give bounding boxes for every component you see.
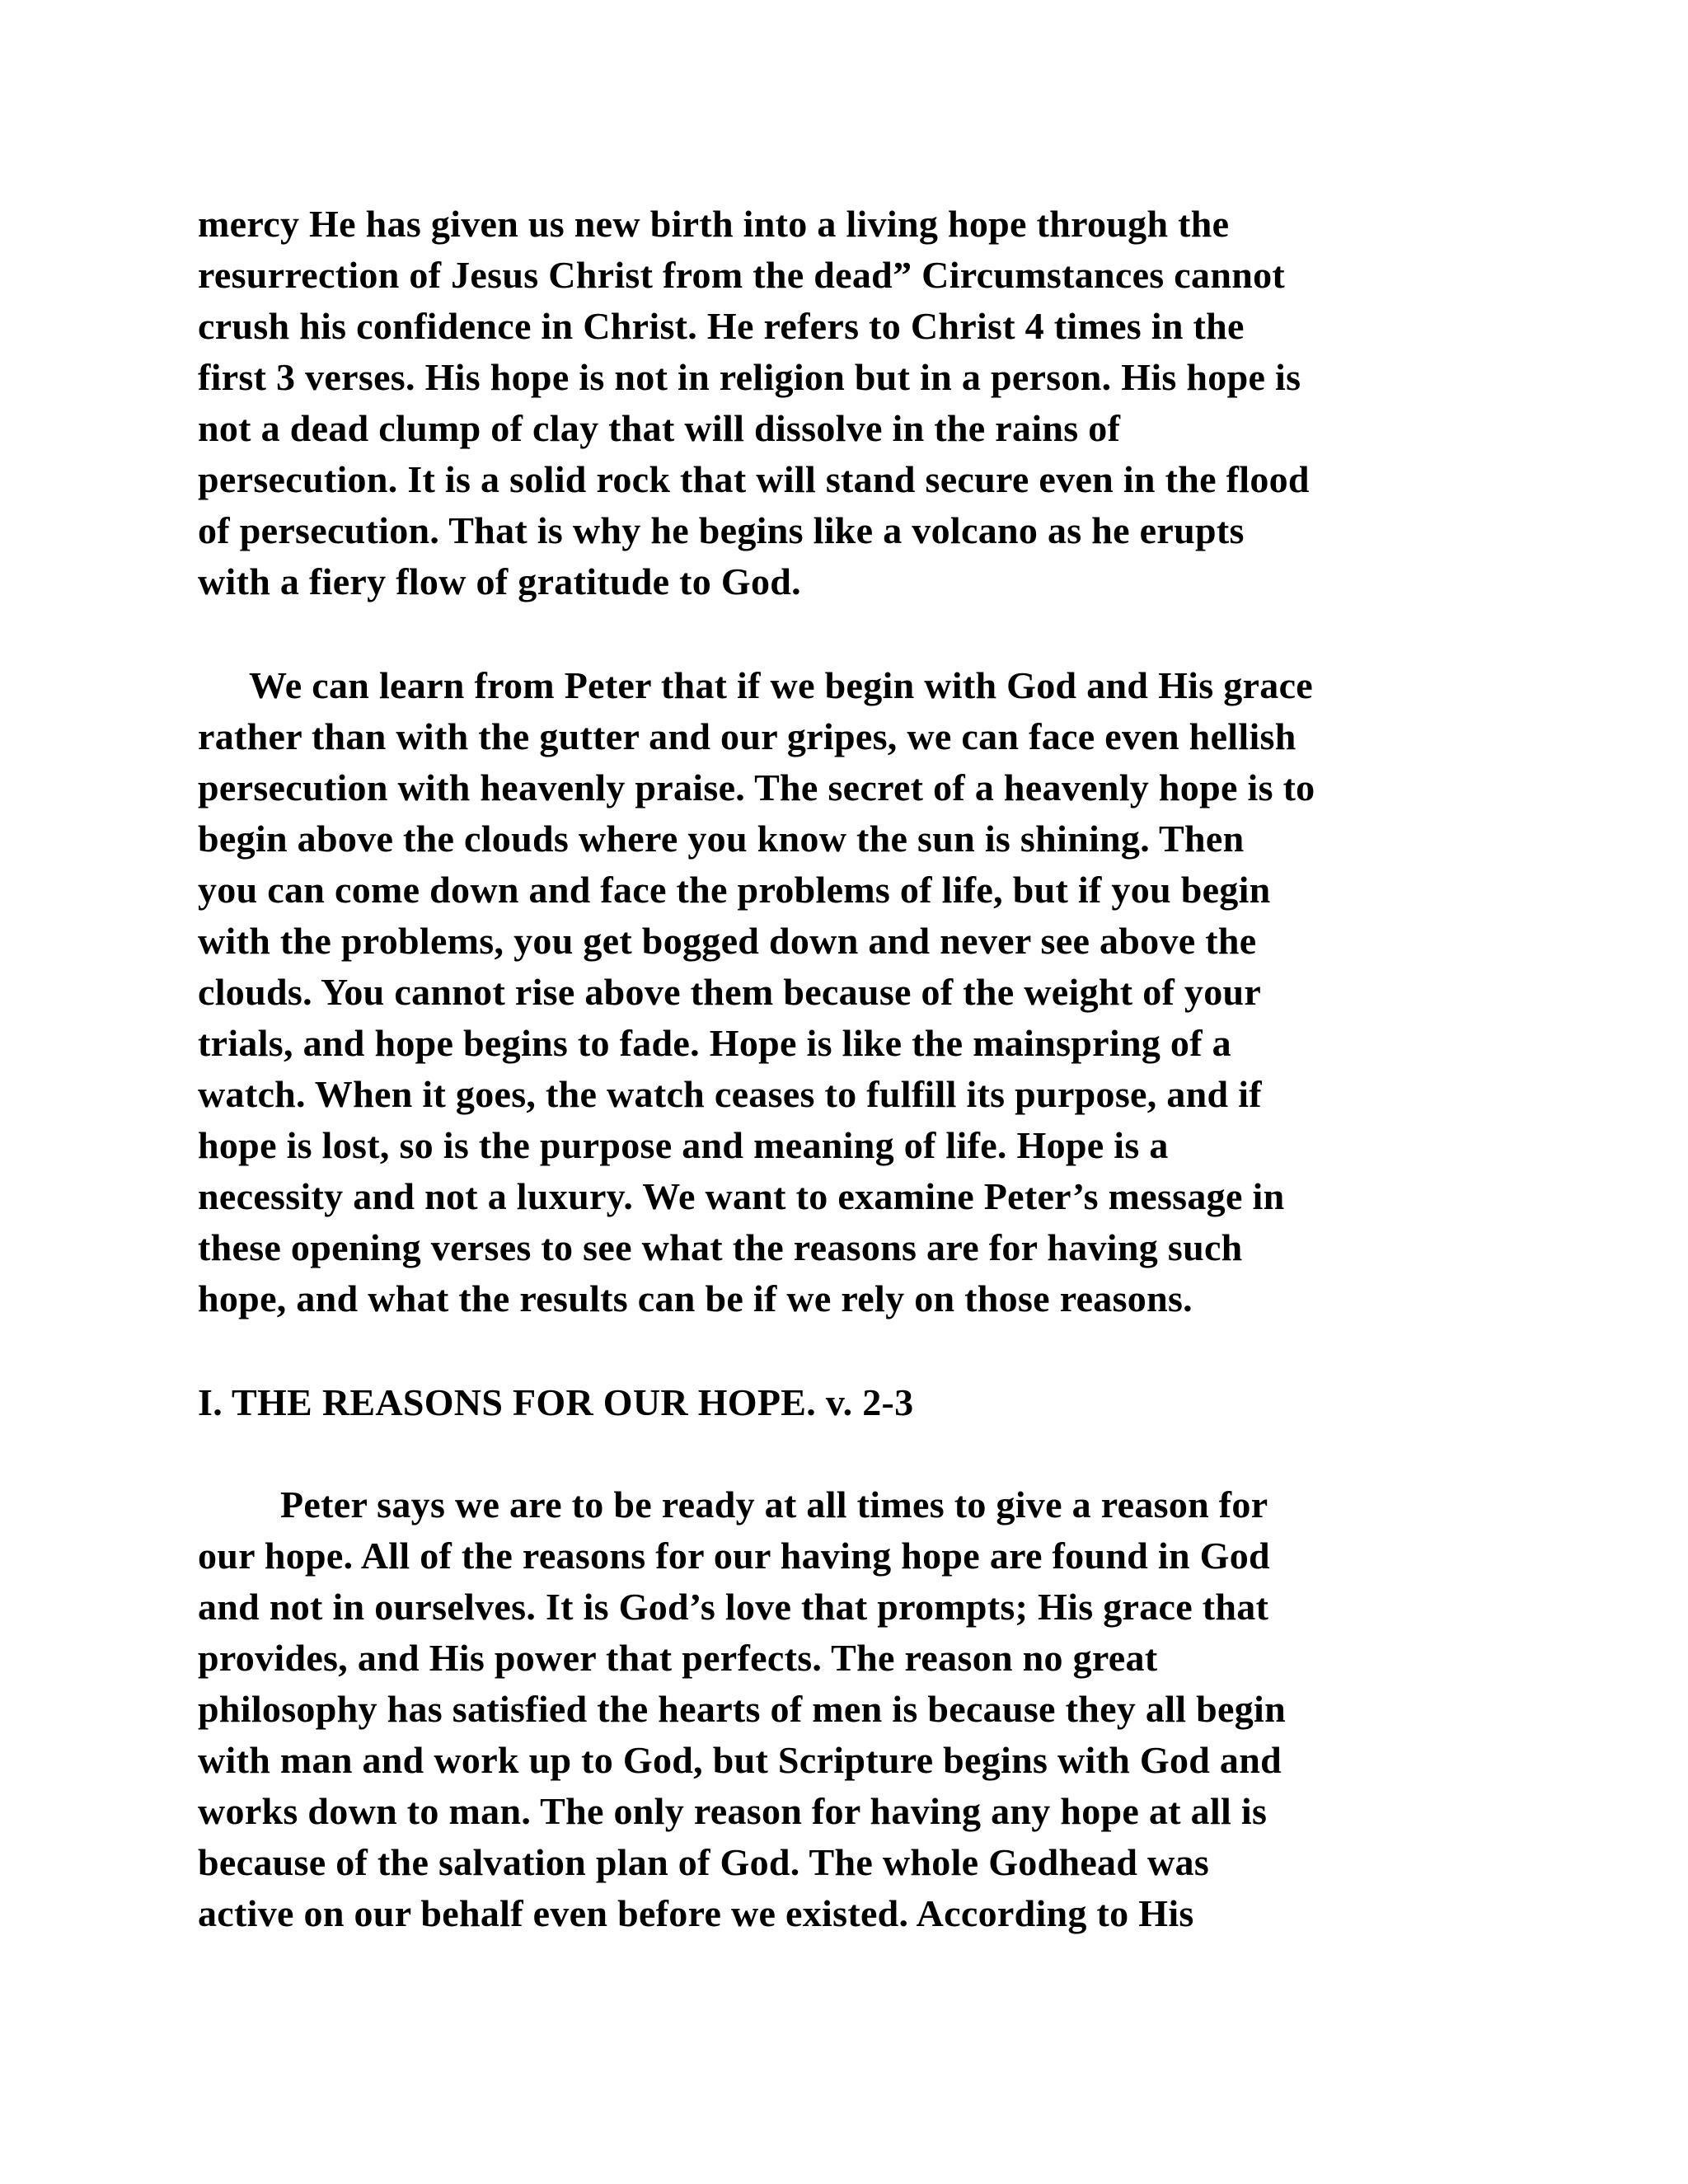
text-line: resurrection of Jesus Christ from the dead” Circumstances cannot [198,254,1286,296]
text-line: mercy He has given us new birth into a living hope through the [198,203,1230,245]
text-line: trials, and hope begins to fade. Hope is like the mainspring of a [198,1022,1231,1064]
text-line: hope is lost, so is the purpose and meaning of life. Hope is a [198,1124,1169,1166]
paragraph [198,660,1517,1324]
text-line: Peter says we are to be ready at all times to give a reason for [280,1483,1268,1526]
text-line: these opening verses to see what the reasons are for having such [198,1226,1243,1268]
section-heading [198,1377,1517,1428]
text-line: of persecution. That is why he begins like a volcano as he erupts [198,509,1245,551]
text-line: works down to man. The only reason for having any hope at all is [198,1790,1268,1832]
text-line: with the problems, you get bogged down and never see above the [198,920,1257,962]
text-line: active on our behalf even before we existed. According to His [198,1892,1194,1934]
text-line: begin above the clouds where you know the sun is shining. Then [198,818,1245,860]
text-line: clouds. You cannot rise above them because of the weight of your [198,971,1262,1013]
text-line: hope, and what the results can be if we rely on those reasons. [198,1277,1193,1319]
text-line: our hope. All of the reasons for our having hope are found in God [198,1535,1270,1577]
text-line: persecution with heavenly praise. The secret of a heavenly hope is to [198,766,1315,808]
text-line: with a fiery flow of gratitude to God. [198,560,801,602]
text-line: first 3 verses. His hope is not in religion but in a person. His hope is [198,356,1301,398]
section-heading-text: I. THE REASONS FOR OUR HOPE. v. 2-3 [198,1381,914,1423]
text-line: you can come down and face the problems of life, but if you begin [198,869,1271,911]
text-line: necessity and not a luxury. We want to examine Peter’s message in [198,1175,1285,1217]
text-line: persecution. It is a solid rock that will stand secure even in the flood [198,458,1310,500]
text-line: not a dead clump of clay that will dissolve in the rains of [198,407,1121,449]
text-line: We can learn from Peter that if we begin with God and His grace [249,664,1313,706]
text-line: crush his confidence in Christ. He refers to Christ 4 times in the [198,305,1245,347]
paragraph [198,199,1517,607]
text-line: and not in ourselves. It is God’s love that prompts; His grace that [198,1586,1269,1628]
text-line: with man and work up to God, but Scripture begins with God and [198,1739,1282,1781]
paragraph [198,1479,1517,1939]
text-line: because of the salvation plan of God. The whole Godhead was [198,1841,1210,1883]
text-line: watch. When it goes, the watch ceases to fulfill its purpose, and if [198,1073,1262,1115]
text-line: provides, and His power that perfects. The reason no great [198,1637,1158,1679]
text-line: rather than with the gutter and our gripes, we can face even hellish [198,715,1296,757]
text-line: philosophy has satisfied the hearts of men is because they all begin [198,1688,1287,1730]
